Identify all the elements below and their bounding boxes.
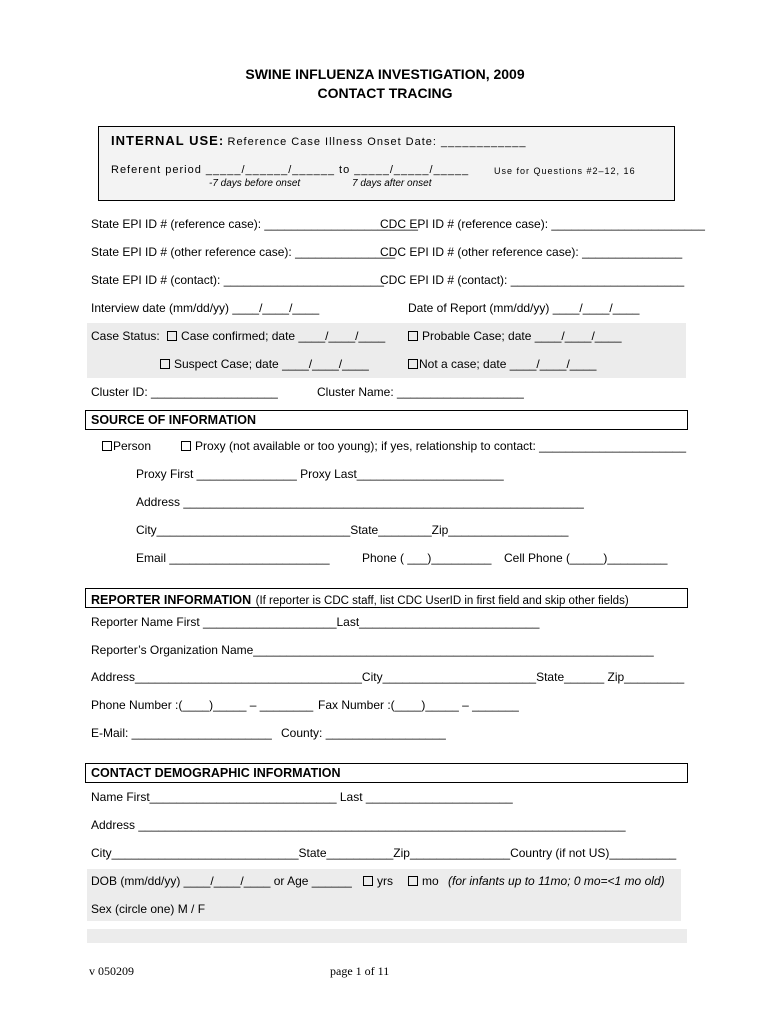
probable-case-label: Probable Case; date ____/____/____ [422,329,622,343]
proxy-checkbox[interactable] [181,441,191,451]
reporter-name-field[interactable]: Reporter Name First ____________________Last___________________________ [91,615,540,629]
proxy-phone-field[interactable]: Phone ( ___)_________ [362,551,492,565]
age-years-checkbox[interactable] [363,876,373,886]
sex-field[interactable]: Sex (circle one) M / F [91,902,206,916]
questions-note: Use for Questions #2–12, 16 [494,166,636,176]
reporter-org-field[interactable]: Reporter’s Organization Name____________________________________________________________ [91,643,654,657]
cluster-name-field[interactable]: Cluster Name: ___________________ [317,385,524,399]
case-confirmed-label: Case confirmed; date ____/____/____ [181,329,386,343]
bottom-shade-band [87,929,687,943]
cdc-epi-contact-field[interactable]: CDC EPI ID # (contact): __________________________ [380,273,685,287]
contact-dob-field[interactable]: DOB (mm/dd/yy) ____/____/____ or Age ______ [91,874,352,888]
contact-name-field[interactable]: Name First____________________________ Last ______________________ [91,790,513,804]
not-a-case-label: Not a case; date ____/____/____ [419,357,597,371]
case-status-label: Case Status: [91,329,160,343]
proxy-city-field[interactable]: City_____________________________State________Zip__________________ [136,523,569,537]
proxy-email-field[interactable]: Email ________________________ [136,551,330,565]
probable-case-checkbox[interactable] [408,331,418,341]
document-subtitle: CONTACT TRACING [317,85,453,101]
reporter-header: REPORTER INFORMATION [91,593,252,607]
proxy-cell-field[interactable]: Cell Phone (_____)_________ [504,551,668,565]
age-months-label: mo [422,874,439,888]
proxy-relationship-field[interactable]: Proxy (not available or too young); if yes, relationship to contact: ______________________ [195,439,687,453]
suspect-case-label: Suspect Case; date ____/____/____ [174,357,369,371]
cdc-epi-ref-field[interactable]: CDC EPI ID # (reference case): _______________________ [380,217,705,231]
reporter-note: (If reporter is CDC staff, list CDC UserID in first field and skip other fields) [255,595,629,607]
interview-date-field[interactable]: Interview date (mm/dd/yy) ____/____/____ [91,301,320,315]
reporter-county-field[interactable]: County: __________________ [281,726,446,740]
reporter-phone-field[interactable]: Phone Number :(____)_____ – ________ [91,698,314,712]
suspect-case-checkbox[interactable] [160,359,170,369]
contact-header: CONTACT DEMOGRAPHIC INFORMATION [91,766,341,780]
cdc-epi-other-field[interactable]: CDC EPI ID # (other reference case): _______________ [380,245,683,259]
version-label: v 050209 [89,964,134,978]
onset-date-field[interactable]: Reference Case Illness Onset Date: ____________ [227,136,527,148]
document-title: SWINE INFLUENZA INVESTIGATION, 2009 [245,66,525,82]
report-date-field[interactable]: Date of Report (mm/dd/yy) ____/____/____ [408,301,640,315]
state-epi-ref-field[interactable]: State EPI ID # (reference case): _______________________ [91,217,418,231]
not-a-case-checkbox[interactable] [408,359,418,369]
referent-period-field[interactable]: Referent period _____/______/______ to _____/_____/_____ [111,164,470,176]
person-label: Person [113,439,152,453]
reporter-address-field[interactable]: Address__________________________________City_______________________State______ Zip_________ [91,670,685,684]
before-onset-note: -7 days before onset [209,178,301,189]
after-onset-note: 7 days after onset [352,178,432,189]
page-number: page 1 of 11 [330,964,390,978]
internal-use-label: INTERNAL USE: [111,133,225,148]
reporter-email-field[interactable]: E-Mail: _____________________ [91,726,272,740]
proxy-address-field[interactable]: Address ____________________________________________________________ [136,495,584,509]
age-years-label: yrs [377,874,393,888]
state-epi-contact-field[interactable]: State EPI ID # (contact): ________________________ [91,273,384,287]
cluster-id-field[interactable]: Cluster ID: ___________________ [91,385,278,399]
source-header: SOURCE OF INFORMATION [91,413,257,427]
contact-city-field[interactable]: City____________________________State__________Zip_______________Country (if not US)__________ [91,846,677,860]
person-checkbox[interactable] [102,441,112,451]
infants-note: (for infants up to 11mo; 0 mo=<1 mo old) [448,874,665,888]
case-confirmed-checkbox[interactable] [167,331,177,341]
contact-address-field[interactable]: Address _________________________________________________________________________ [91,818,626,832]
age-months-checkbox[interactable] [408,876,418,886]
state-epi-other-field[interactable]: State EPI ID # (other reference case): _______________ [91,245,396,259]
reporter-fax-field[interactable]: Fax Number :(____)_____ – _______ [318,698,519,712]
proxy-name-field[interactable]: Proxy First _______________ Proxy Last______________________ [136,467,504,481]
